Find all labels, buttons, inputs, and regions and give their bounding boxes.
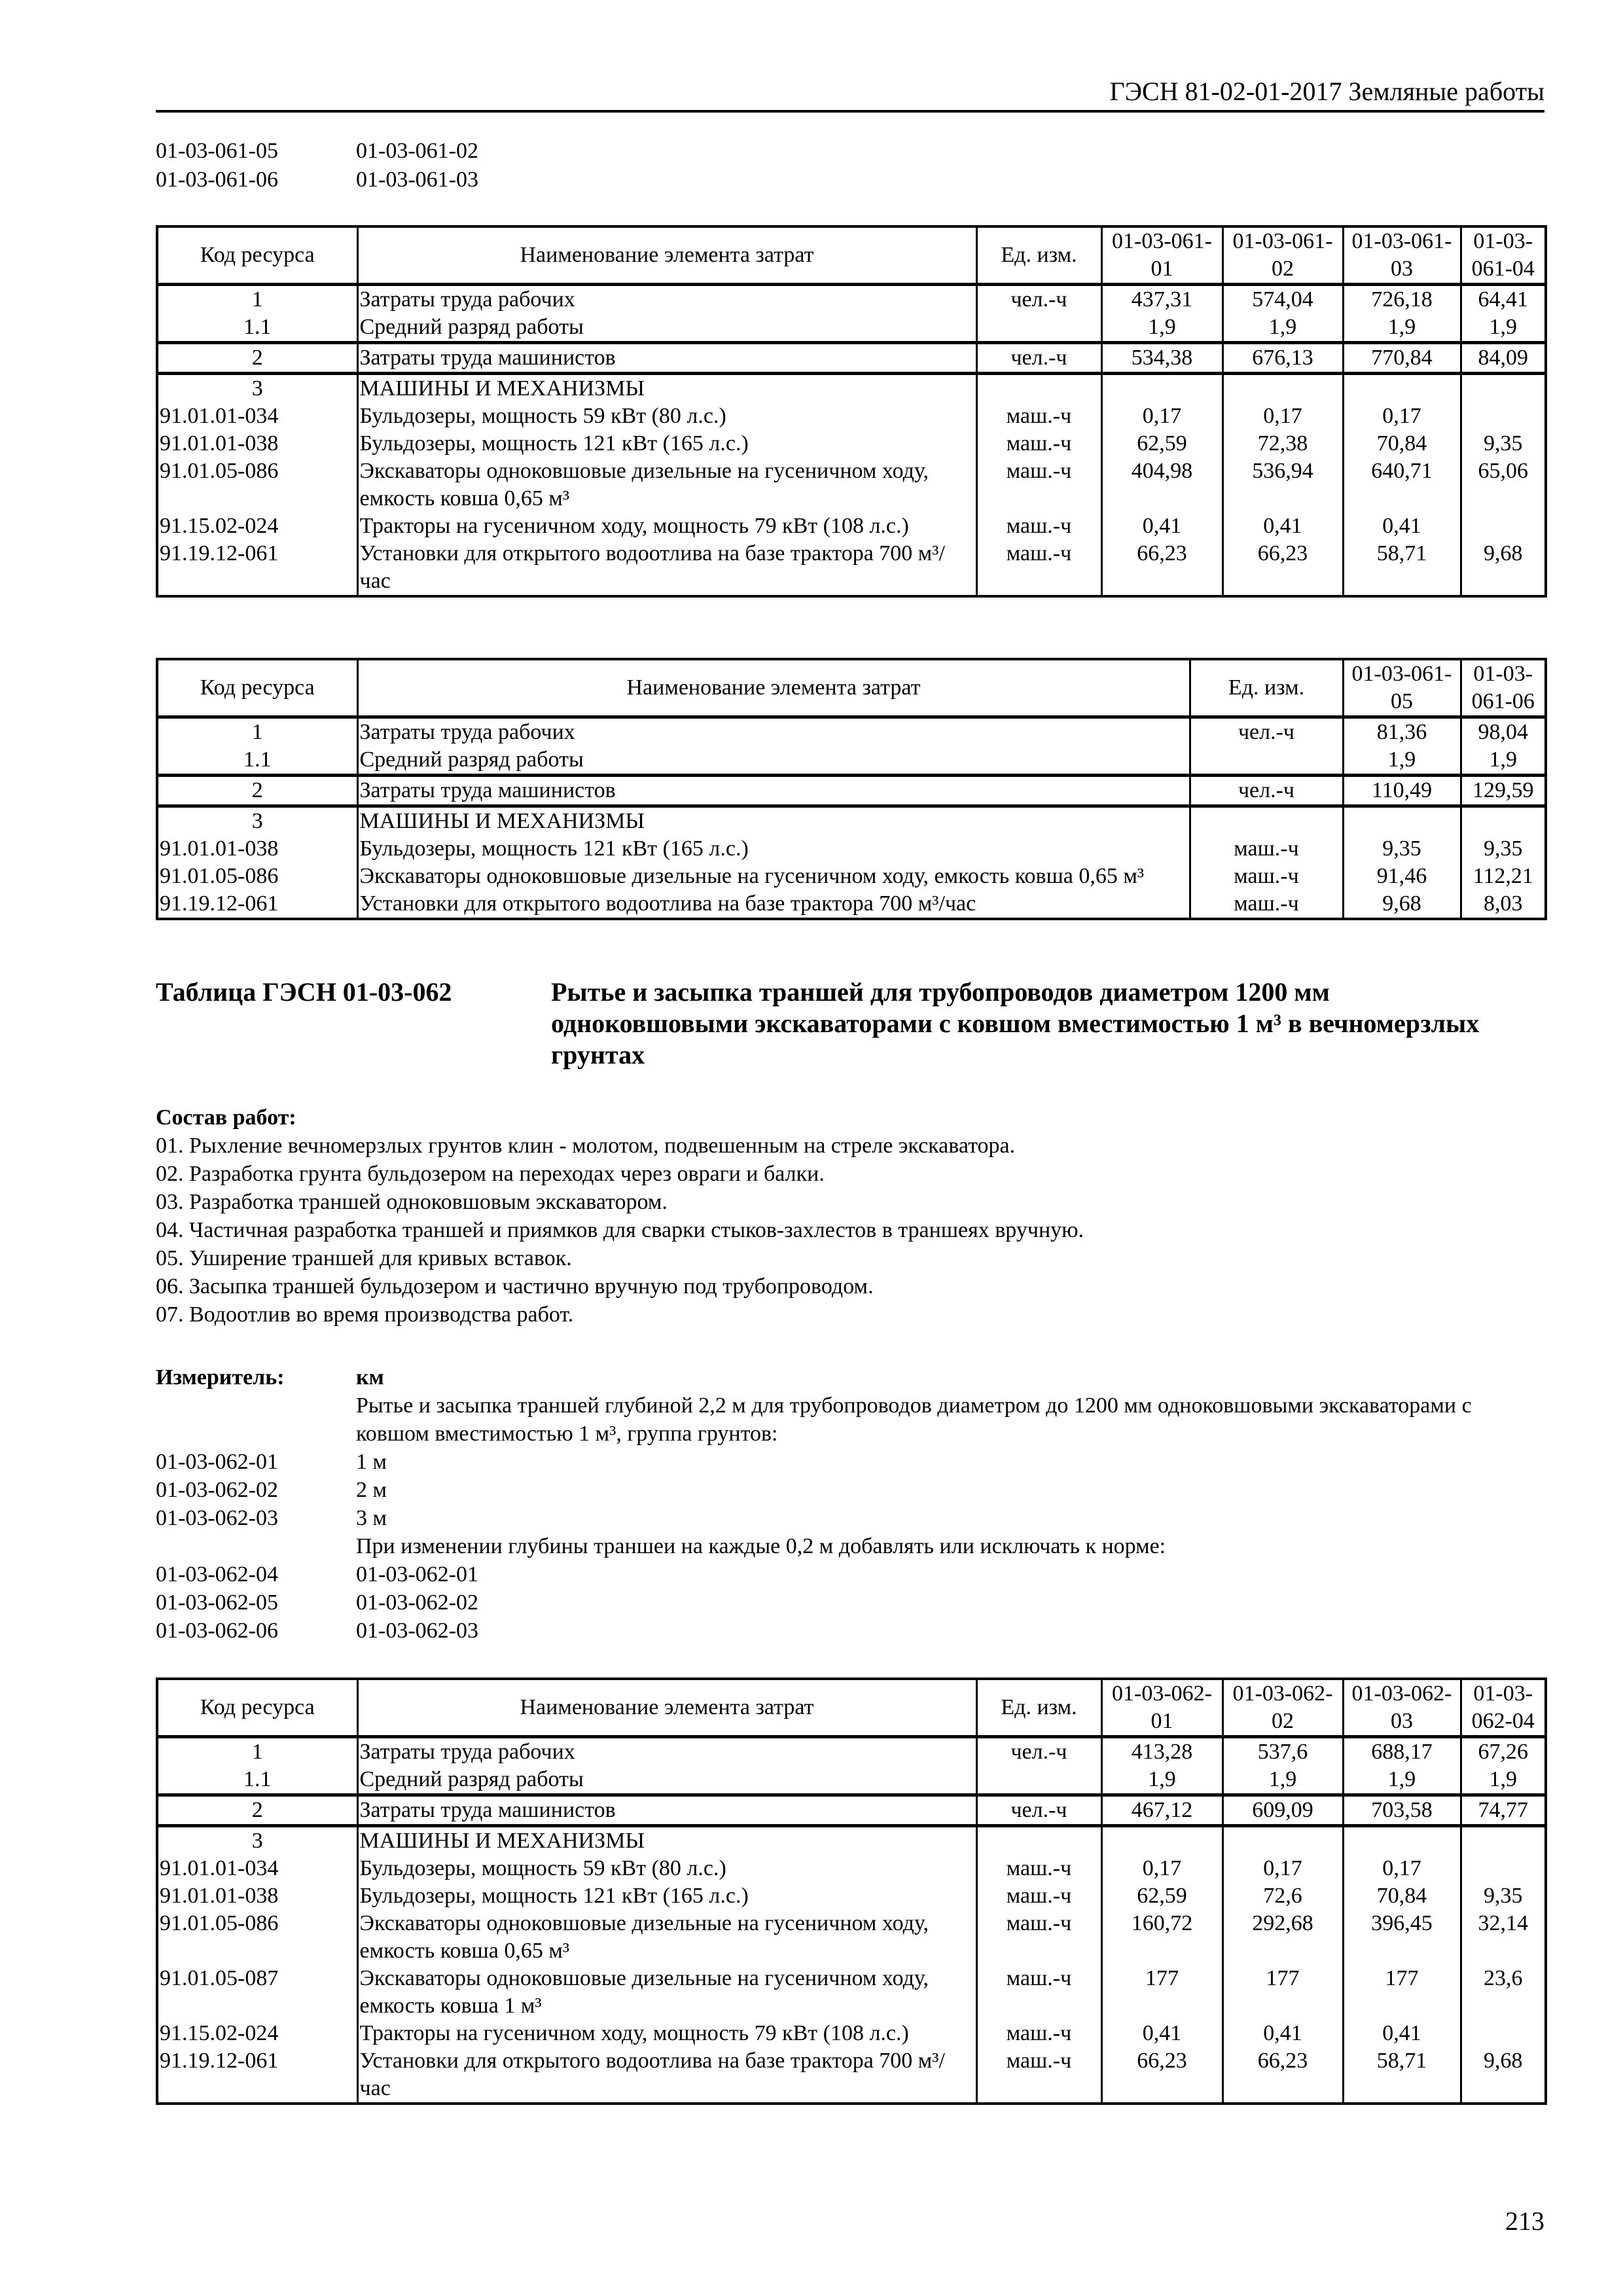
- row-code: 91.19.12-061: [157, 2047, 357, 2104]
- table-row: [157, 540, 1546, 596]
- norm-code: 01-03-062-02: [156, 1478, 278, 1502]
- row-value: 0,17: [1222, 1855, 1343, 1882]
- table-row: [157, 2020, 1546, 2047]
- row-value: 0,41: [1343, 2020, 1461, 2047]
- row-value: 110,49: [1343, 776, 1461, 806]
- row-unit: чел.-ч: [976, 1737, 1101, 1767]
- row-value: 1,9: [1222, 314, 1343, 343]
- table-row: [157, 343, 1546, 374]
- row-unit: маш.-ч: [976, 457, 1101, 512]
- row-name: Тракторы на гусеничном ходу, мощность 79 кВт (108 л.с.): [357, 2020, 976, 2047]
- row-value: 129,59: [1461, 776, 1546, 806]
- row-value: 58,71: [1343, 2047, 1461, 2104]
- row-value: 72,6: [1222, 1882, 1343, 1910]
- norm-code: 01-03-062-03: [156, 1506, 278, 1530]
- header-norm: 01-03-061-05: [1343, 659, 1461, 717]
- row-unit: [976, 314, 1101, 343]
- table-row: [157, 835, 1546, 863]
- row-name: Установки для открытого водоотлива на базе трактора 700 м³/час: [357, 890, 1190, 919]
- row-value: 81,36: [1343, 717, 1461, 747]
- depth-note: При изменении глубины траншеи на каждые 0,2 м добавлять или исключать к норме:: [356, 1534, 1166, 1558]
- row-value: 177: [1222, 1965, 1343, 2020]
- row-code: 91.01.05-087: [157, 1965, 357, 2020]
- row-name: Бульдозеры, мощность 121 кВт (165 л.с.): [357, 1882, 976, 1910]
- row-value: 640,71: [1343, 457, 1461, 512]
- row-code: 91.01.01-038: [157, 1882, 357, 1910]
- row-code: 91.01.01-038: [157, 835, 357, 863]
- norm-value: 01-03-062-02: [356, 1590, 478, 1615]
- row-value: 9,68: [1343, 890, 1461, 919]
- row-unit: [1190, 746, 1343, 776]
- row-name: МАШИНЫ И МЕХАНИЗМЫ: [357, 374, 976, 403]
- row-name: Средний разряд работы: [357, 314, 976, 343]
- norm-value: 2 м: [356, 1478, 387, 1502]
- row-value: 1,9: [1461, 746, 1546, 776]
- row-name: Средний разряд работы: [357, 1766, 976, 1795]
- row-name: Экскаваторы одноковшовые дизельные на гусеничном ходу, емкость ковша 0,65 м³: [357, 863, 1190, 890]
- row-name: Затраты труда рабочих: [357, 717, 1190, 747]
- row-code: 2: [157, 343, 357, 374]
- norm-code: 01-03-061-05: [156, 139, 278, 163]
- row-value: 62,59: [1101, 1882, 1222, 1910]
- row-value: 66,23: [1222, 2047, 1343, 2104]
- row-code: 2: [157, 776, 357, 806]
- row-value: 32,14: [1461, 1910, 1546, 1965]
- work-composition: [156, 1103, 1084, 1329]
- row-value: 177: [1343, 1965, 1461, 2020]
- row-value: 688,17: [1343, 1737, 1461, 1767]
- table-row: [157, 1965, 1546, 2020]
- work-item: 06. Засыпка траншей бульдозером и частично вручную под трубопроводом.: [156, 1274, 874, 1299]
- table-code: Таблица ГЭСН 01-03-062: [156, 977, 452, 1007]
- row-unit: чел.-ч: [1190, 717, 1343, 747]
- header-norm: 01-03-061-04: [1461, 226, 1546, 285]
- row-value: 726,18: [1343, 285, 1461, 314]
- measure-label: Измеритель:: [156, 1365, 285, 1390]
- work-item: 07. Водоотлив во время производства работ.: [156, 1302, 574, 1327]
- norm-ref: 01-03-061-03: [356, 168, 478, 192]
- row-name: Установки для открытого водоотлива на базе трактора 700 м³/час: [357, 2047, 976, 2104]
- row-code: 1.1: [157, 1766, 357, 1795]
- header-name: Наименование элемента затрат: [357, 659, 1190, 717]
- row-value: 1,9: [1461, 314, 1546, 343]
- table-row: [157, 430, 1546, 457]
- row-value: 1,9: [1101, 314, 1222, 343]
- row-value: 467,12: [1101, 1795, 1222, 1826]
- row-code: 91.19.12-061: [157, 890, 357, 919]
- row-name: Тракторы на гусеничном ходу, мощность 79 кВт (108 л.с.): [357, 512, 976, 540]
- row-unit: маш.-ч: [976, 2047, 1101, 2104]
- table-row: [157, 806, 1546, 836]
- row-code: 91.01.05-086: [157, 863, 357, 890]
- work-item: 02. Разработка грунта бульдозером на переходах через овраги и балки.: [156, 1162, 825, 1186]
- table-row: [157, 285, 1546, 314]
- row-value: 536,94: [1222, 457, 1343, 512]
- work-item: 04. Частичная разработка траншей и приямков для сварки стыков-захлестов в траншеях вручную.: [156, 1218, 1084, 1242]
- norm-value: 1 м: [356, 1450, 387, 1474]
- row-value: 8,03: [1461, 890, 1546, 919]
- row-code: 1: [157, 285, 357, 314]
- resource-table-061-a: [156, 225, 1547, 598]
- table-row: [157, 1737, 1546, 1767]
- row-unit: маш.-ч: [976, 540, 1101, 596]
- row-value: 0,41: [1101, 512, 1222, 540]
- header-name: Наименование элемента затрат: [357, 226, 976, 285]
- header-code: Код ресурса: [157, 1679, 357, 1737]
- measure-block: [156, 1363, 1544, 1645]
- row-code: 91.01.05-086: [157, 1910, 357, 1965]
- row-code: 1.1: [157, 314, 357, 343]
- row-name: Экскаваторы одноковшовые дизельные на гусеничном ходу, емкость ковша 1 м³: [357, 1965, 976, 2020]
- header-norm: 01-03-061-06: [1461, 659, 1546, 717]
- work-item: 01. Рыхление вечномерзлых грунтов клин - молотом, подвешенным на стреле экскаватора.: [156, 1134, 1016, 1158]
- row-name: Затраты труда машинистов: [357, 1795, 976, 1826]
- row-value: 292,68: [1222, 1910, 1343, 1965]
- row-value: 70,84: [1343, 430, 1461, 457]
- row-code: 91.01.01-034: [157, 1855, 357, 1882]
- row-unit: маш.-ч: [976, 1910, 1101, 1965]
- norm-value: 3 м: [356, 1506, 387, 1530]
- row-code: 91.15.02-024: [157, 512, 357, 540]
- row-value: 396,45: [1343, 1910, 1461, 1965]
- header-norm: 01-03-061-01: [1101, 226, 1222, 285]
- row-value: 1,9: [1101, 1766, 1222, 1795]
- row-unit: маш.-ч: [976, 512, 1101, 540]
- row-value: [1461, 2020, 1546, 2047]
- running-header: ГЭСН 81-02-01-2017 Земляные работы: [156, 73, 1544, 113]
- row-unit: чел.-ч: [1190, 776, 1343, 806]
- header-code: Код ресурса: [157, 226, 357, 285]
- row-name: Затраты труда машинистов: [357, 343, 976, 374]
- row-name: Бульдозеры, мощность 59 кВт (80 л.с.): [357, 403, 976, 430]
- work-item: 03. Разработка траншей одноковшовым экскаватором.: [156, 1190, 668, 1214]
- norm-code: 01-03-062-01: [156, 1450, 278, 1474]
- row-code: 91.19.12-061: [157, 540, 357, 596]
- norm-ref: 01-03-061-02: [356, 139, 478, 163]
- row-value: 404,98: [1101, 457, 1222, 512]
- row-value: 437,31: [1101, 285, 1222, 314]
- row-value: 676,13: [1222, 343, 1343, 374]
- norm-code: 01-03-061-06: [156, 168, 278, 192]
- header-unit: Ед. изм.: [1190, 659, 1343, 717]
- table-row: [157, 512, 1546, 540]
- row-value: 112,21: [1461, 863, 1546, 890]
- row-name: Затраты труда машинистов: [357, 776, 1190, 806]
- row-name: Затраты труда рабочих: [357, 285, 976, 314]
- table-row: [157, 403, 1546, 430]
- row-unit: чел.-ч: [976, 285, 1101, 314]
- row-value: 1,9: [1461, 1766, 1546, 1795]
- row-value: 0,17: [1222, 403, 1343, 430]
- row-code: 91.15.02-024: [157, 2020, 357, 2047]
- row-value: 66,23: [1222, 540, 1343, 596]
- row-value: 0,41: [1343, 512, 1461, 540]
- row-value: 177: [1101, 1965, 1222, 2020]
- row-name: МАШИНЫ И МЕХАНИЗМЫ: [357, 806, 1190, 836]
- row-unit: маш.-ч: [976, 1965, 1101, 2020]
- carryover-pair: [156, 137, 478, 165]
- row-code: 91.01.01-034: [157, 403, 357, 430]
- row-value: 0,17: [1343, 403, 1461, 430]
- row-value: 1,9: [1343, 1766, 1461, 1795]
- row-value: 66,23: [1101, 2047, 1222, 2104]
- row-value: 0,41: [1222, 2020, 1343, 2047]
- norm-code: 01-03-062-06: [156, 1619, 278, 1643]
- row-code: 1: [157, 1737, 357, 1767]
- row-name: Бульдозеры, мощность 59 кВт (80 л.с.): [357, 1855, 976, 1882]
- measure-description: Рытье и засыпка траншей глубиной 2,2 м для трубопроводов диаметром до 1200 мм одноковшовыми экскаваторами с ковшом вместимостью 1 м³, группа грунтов:: [356, 1393, 1472, 1446]
- row-code: 1.1: [157, 746, 357, 776]
- row-value: 84,09: [1461, 343, 1546, 374]
- norm-code: 01-03-062-05: [156, 1590, 278, 1615]
- row-value: 770,84: [1343, 343, 1461, 374]
- header-norm: 01-03-062-03: [1343, 1679, 1461, 1737]
- row-unit: чел.-ч: [976, 1795, 1101, 1826]
- row-code: 2: [157, 1795, 357, 1826]
- row-value: 62,59: [1101, 430, 1222, 457]
- row-unit: маш.-ч: [1190, 863, 1343, 890]
- table-row: [157, 890, 1546, 919]
- row-value: 58,71: [1343, 540, 1461, 596]
- norm-value: 01-03-062-03: [356, 1619, 478, 1643]
- table-row: [157, 1855, 1546, 1882]
- table-row: [157, 1826, 1546, 1856]
- page-number: 213: [1505, 2206, 1544, 2236]
- row-value: 9,68: [1461, 540, 1546, 596]
- row-value: 65,06: [1461, 457, 1546, 512]
- row-value: 72,38: [1222, 430, 1343, 457]
- table-row: [157, 776, 1546, 806]
- row-code: 1: [157, 717, 357, 747]
- table-row: [157, 863, 1546, 890]
- row-value: 64,41: [1461, 285, 1546, 314]
- table-row: [157, 1766, 1546, 1795]
- table-row: [157, 2047, 1546, 2104]
- table-row: [157, 1882, 1546, 1910]
- row-code: 91.01.05-086: [157, 457, 357, 512]
- resource-table-061-b: [156, 658, 1547, 920]
- header-code: Код ресурса: [157, 659, 357, 717]
- table-row: [157, 457, 1546, 512]
- row-unit: маш.-ч: [1190, 835, 1343, 863]
- header-norm: 01-03-061-02: [1222, 226, 1343, 285]
- row-unit: маш.-ч: [976, 2020, 1101, 2047]
- row-value: 0,41: [1222, 512, 1343, 540]
- table-row: [157, 1910, 1546, 1965]
- work-item: 05. Уширение траншей для кривых вставок.: [156, 1246, 572, 1270]
- row-value: 1,9: [1343, 314, 1461, 343]
- row-unit: маш.-ч: [976, 403, 1101, 430]
- header-name: Наименование элемента затрат: [357, 1679, 976, 1737]
- row-value: 413,28: [1101, 1737, 1222, 1767]
- row-value: 0,41: [1101, 2020, 1222, 2047]
- row-value: 9,35: [1343, 835, 1461, 863]
- row-value: 0,17: [1101, 403, 1222, 430]
- row-value: 98,04: [1461, 717, 1546, 747]
- row-value: 9,35: [1461, 835, 1546, 863]
- table-row: [157, 717, 1546, 747]
- header-norm: 01-03-061-03: [1343, 226, 1461, 285]
- header-norm: 01-03-062-02: [1222, 1679, 1343, 1737]
- row-value: [1461, 1855, 1546, 1882]
- row-unit: [976, 1766, 1101, 1795]
- row-name: МАШИНЫ И МЕХАНИЗМЫ: [357, 1826, 976, 1856]
- row-value: 537,6: [1222, 1737, 1343, 1767]
- table-title: Рытье и засыпка траншей для трубопроводов диаметром 1200 мм одноковшовыми экскаваторами с ковшом вместимостью 1 м³ в вечномерзлых грунтах: [551, 977, 1480, 1069]
- row-name: Бульдозеры, мощность 121 кВт (165 л.с.): [357, 835, 1190, 863]
- row-unit: маш.-ч: [976, 430, 1101, 457]
- row-value: 0,17: [1343, 1855, 1461, 1882]
- row-value: 703,58: [1343, 1795, 1461, 1826]
- row-code: 3: [157, 374, 357, 403]
- row-code: 3: [157, 806, 357, 836]
- row-value: 67,26: [1461, 1737, 1546, 1767]
- resource-table-062: [156, 1677, 1547, 2105]
- row-value: 66,23: [1101, 540, 1222, 596]
- row-name: Бульдозеры, мощность 121 кВт (165 л.с.): [357, 430, 976, 457]
- row-value: [1461, 403, 1546, 430]
- row-unit: маш.-ч: [976, 1855, 1101, 1882]
- row-value: 74,77: [1461, 1795, 1546, 1826]
- header-unit: Ед. изм.: [976, 226, 1101, 285]
- table-row: [157, 746, 1546, 776]
- row-code: 3: [157, 1826, 357, 1856]
- row-code: 91.01.01-038: [157, 430, 357, 457]
- row-value: 9,35: [1461, 430, 1546, 457]
- row-value: 23,6: [1461, 1965, 1546, 2020]
- norm-code: 01-03-062-04: [156, 1562, 278, 1587]
- row-unit: маш.-ч: [1190, 890, 1343, 919]
- header-unit: Ед. изм.: [976, 1679, 1101, 1737]
- row-value: 1,9: [1343, 746, 1461, 776]
- row-value: 91,46: [1343, 863, 1461, 890]
- row-name: Средний разряд работы: [357, 746, 1190, 776]
- row-value: 534,38: [1101, 343, 1222, 374]
- row-value: 9,68: [1461, 2047, 1546, 2104]
- row-value: 160,72: [1101, 1910, 1222, 1965]
- row-value: [1461, 512, 1546, 540]
- row-value: 9,35: [1461, 1882, 1546, 1910]
- row-value: 574,04: [1222, 285, 1343, 314]
- carryover-pair: [156, 166, 478, 194]
- table-row: [157, 374, 1546, 403]
- row-value: 0,17: [1101, 1855, 1222, 1882]
- row-unit: маш.-ч: [976, 1882, 1101, 1910]
- norm-value: 01-03-062-01: [356, 1562, 478, 1587]
- row-value: 1,9: [1222, 1766, 1343, 1795]
- row-name: Экскаваторы одноковшовые дизельные на гусеничном ходу, емкость ковша 0,65 м³: [357, 1910, 976, 1965]
- row-name: Затраты труда рабочих: [357, 1737, 976, 1767]
- header-norm: 01-03-062-04: [1461, 1679, 1546, 1737]
- row-name: Установки для открытого водоотлива на базе трактора 700 м³/час: [357, 540, 976, 596]
- measure-unit: км: [356, 1365, 384, 1390]
- row-value: 609,09: [1222, 1795, 1343, 1826]
- row-name: Экскаваторы одноковшовые дизельные на гусеничном ходу, емкость ковша 0,65 м³: [357, 457, 976, 512]
- table-row: [157, 314, 1546, 343]
- table-row: [157, 1795, 1546, 1826]
- header-norm: 01-03-062-01: [1101, 1679, 1222, 1737]
- row-unit: чел.-ч: [976, 343, 1101, 374]
- work-heading: Состав работ:: [156, 1105, 296, 1130]
- row-value: 70,84: [1343, 1882, 1461, 1910]
